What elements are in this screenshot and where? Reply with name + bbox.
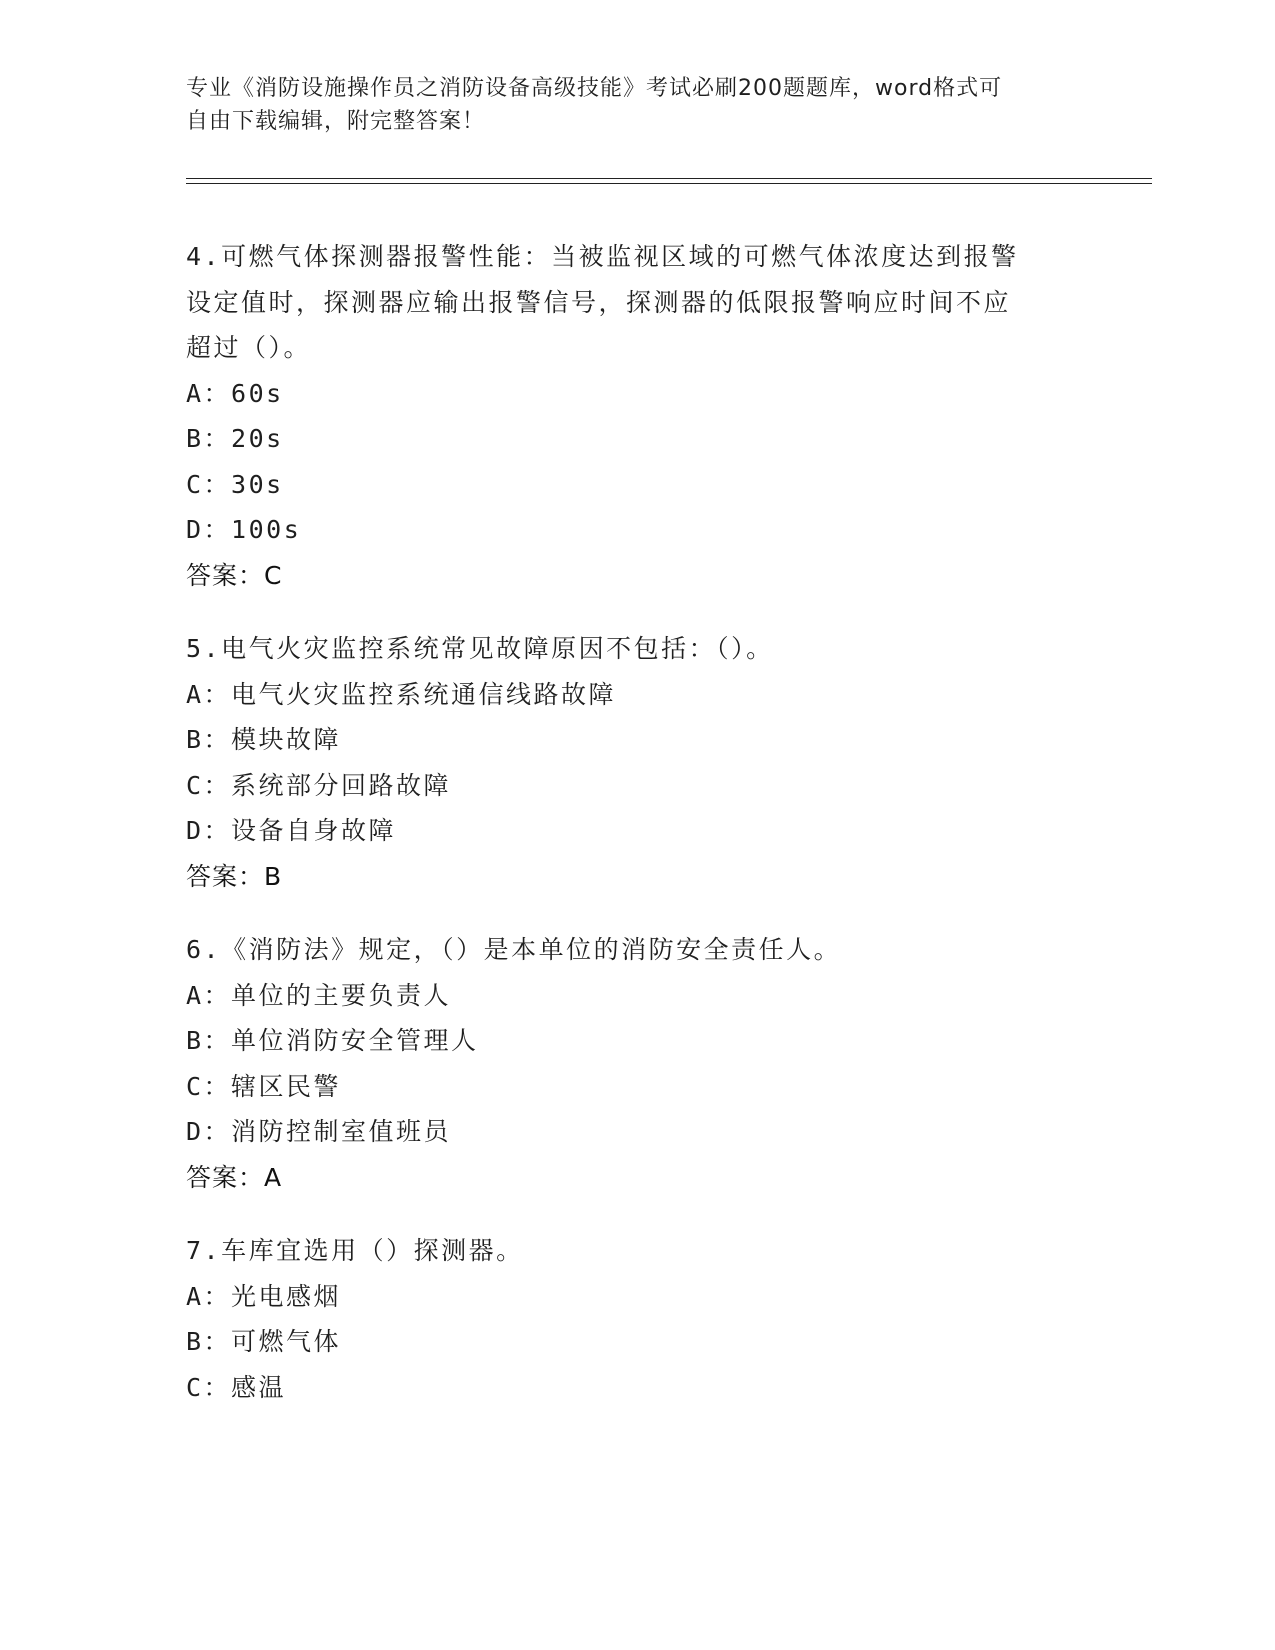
option-b: B：20s bbox=[186, 424, 284, 453]
answer-line: 答案：C bbox=[186, 560, 283, 590]
question-item bbox=[186, 927, 1086, 1200]
question-stem-line: 7.车库宜选用（）探测器。 bbox=[186, 1236, 524, 1265]
option-b: B：可燃气体 bbox=[186, 1327, 342, 1356]
question-stem-line: 超过（）。 bbox=[186, 333, 312, 362]
option-a: A：60s bbox=[186, 378, 284, 408]
header-line-1: 专业《消防设施操作员之消防设备高级技能》考试必刷200题题库，word格式可 bbox=[186, 76, 1003, 101]
option-b: B：单位消防安全管理人 bbox=[186, 1026, 479, 1055]
option-a: A：单位的主要负责人 bbox=[186, 980, 452, 1010]
header-divider-top bbox=[186, 178, 1152, 179]
option-c: C：感温 bbox=[186, 1372, 287, 1402]
option-c: C：辖区民警 bbox=[186, 1071, 342, 1101]
question-stem-line: 6.《消防法》规定，（）是本单位的消防安全责任人。 bbox=[186, 935, 842, 964]
question-item bbox=[186, 1228, 1086, 1410]
option-a: A：电气火灾监控系统通信线路故障 bbox=[186, 679, 617, 709]
question-item bbox=[186, 234, 1086, 598]
option-b: B：模块故障 bbox=[186, 725, 342, 754]
option-c: C：系统部分回路故障 bbox=[186, 770, 452, 800]
question-list bbox=[186, 234, 1086, 1438]
question-stem-line: 4.可燃气体探测器报警性能：当被监视区域的可燃气体浓度达到报警 bbox=[186, 242, 1019, 271]
header-divider-bottom bbox=[186, 183, 1152, 184]
option-d: D：100s bbox=[186, 515, 302, 544]
document-header bbox=[186, 72, 1066, 138]
option-c: C：30s bbox=[186, 469, 284, 499]
question-item bbox=[186, 626, 1086, 899]
answer-line: 答案：A bbox=[186, 1162, 283, 1192]
option-a: A：光电感烟 bbox=[186, 1281, 342, 1311]
header-line-2: 自由下载编辑，附完整答案！ bbox=[186, 109, 486, 134]
question-stem-line: 设定值时，探测器应输出报警信号，探测器的低限报警响应时间不应 bbox=[186, 287, 1012, 317]
option-d: D：消防控制室值班员 bbox=[186, 1117, 452, 1146]
option-d: D：设备自身故障 bbox=[186, 816, 397, 845]
question-stem-line: 5.电气火灾监控系统常见故障原因不包括：（）。 bbox=[186, 634, 774, 663]
answer-line: 答案：B bbox=[186, 861, 283, 891]
